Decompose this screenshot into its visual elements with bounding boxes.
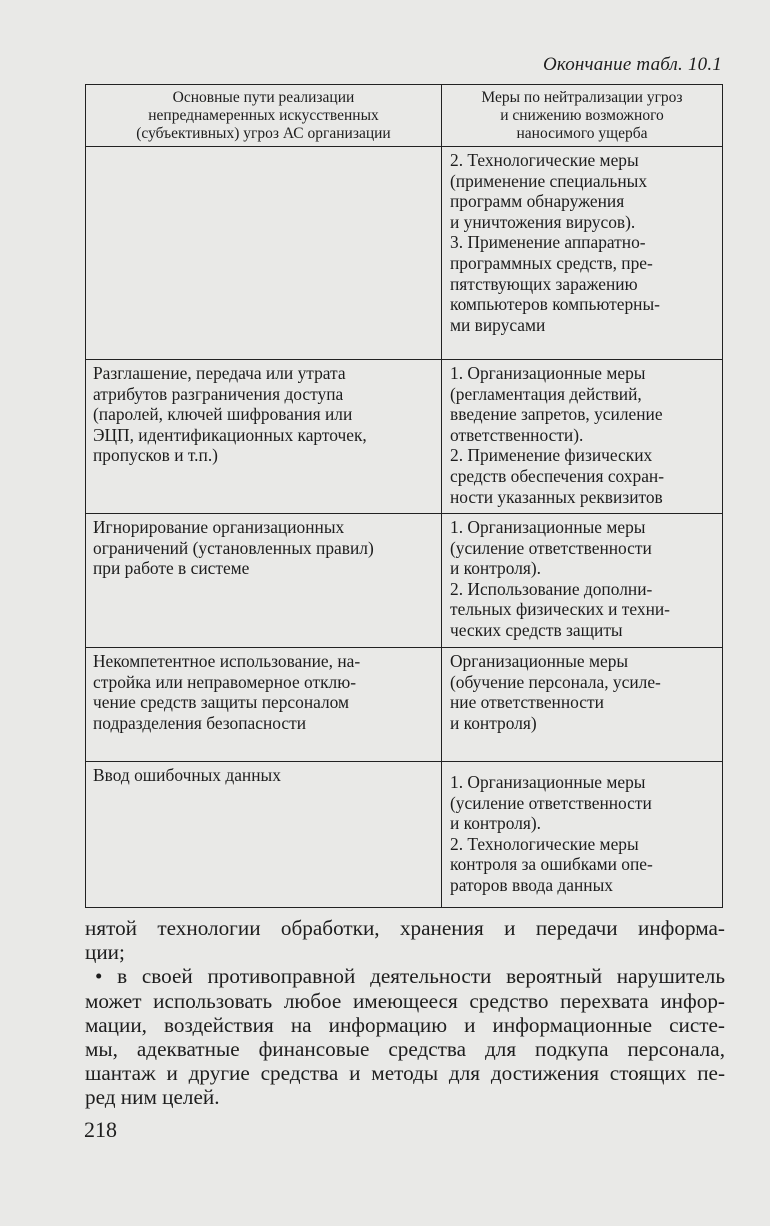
page-number: 218: [84, 1117, 117, 1142]
threats-table: [85, 84, 723, 908]
table-row: [86, 360, 723, 514]
threat-cell: Ввод ошибочных данных: [86, 762, 442, 908]
measure-cell: 2. Технологические меры (применение специальных программ обнаружения и уничтожения вирусов). 3. Применение аппаратно- программных средств, пре- пятствующих заражению компьютеров компьютерны- ми вирусами: [442, 147, 723, 360]
text-line: шантаж и другие средства и методы для достижения стоящих пе-: [85, 1061, 725, 1086]
threat-cell: Игнорирование организационных ограничений (установленных правил) при работе в системе: [86, 514, 442, 648]
table-row: [86, 514, 723, 648]
text-line: ции;: [85, 940, 125, 965]
measure-cell: Организационные меры (обучение персонала, усиле- ние ответственности и контроля): [442, 648, 723, 762]
threat-cell: Разглашение, передача или утрата атрибутов разграничения доступа (паролей, ключей шифрования или ЭЦП, идентификационных карточек, пропусков и т.п.): [86, 360, 442, 514]
text-line: мации, воздействия на информацию и информационные систе-: [85, 1012, 725, 1037]
body-text: [85, 916, 725, 1110]
measure-cell: 1. Организационные меры (усиление ответственности и контроля). 2. Использование дополни- тельных физических и техни- ческих средств защиты: [442, 514, 723, 648]
header-threat-paths: Основные пути реализации непреднамеренных искусственных (субъективных) угроз АС организации: [86, 85, 442, 147]
header-countermeasures: Меры по нейтрализации угроз и снижению возможного наносимого ущерба: [442, 85, 723, 147]
measure-cell: 1. Организационные меры (усиление ответственности и контроля). 2. Технологические меры контроля за ошибками опе- раторов ввода данных: [442, 762, 723, 908]
text-line: нятой технологии обработки, хранения и передачи информа-: [85, 916, 725, 940]
threat-cell: Некомпетентное использование, на- стройка или неправомерное отклю- чение средств защиты персоналом подразделения безопасности: [86, 648, 442, 762]
table-row: [86, 762, 723, 908]
threat-cell: [86, 147, 442, 360]
text-line: • в своей противоправной деятельности вероятный нарушитель: [95, 964, 725, 989]
text-line: может использовать любое имеющееся средство перехвата инфор-: [85, 988, 725, 1013]
table-row: [86, 648, 723, 762]
text-line: ред ним целей.: [85, 1085, 220, 1110]
text-line: мы, адекватные финансовые средства для подкупа персонала,: [85, 1037, 725, 1062]
table-row: [86, 147, 723, 360]
table-header-row: [86, 85, 723, 147]
measure-cell: 1. Организационные меры (регламентация действий, введение запретов, усиление ответственности). 2. Применение физических средств обеспечения сохран- ности указанных реквизитов: [442, 360, 723, 514]
table-caption: Окончание табл. 10.1: [542, 54, 722, 75]
